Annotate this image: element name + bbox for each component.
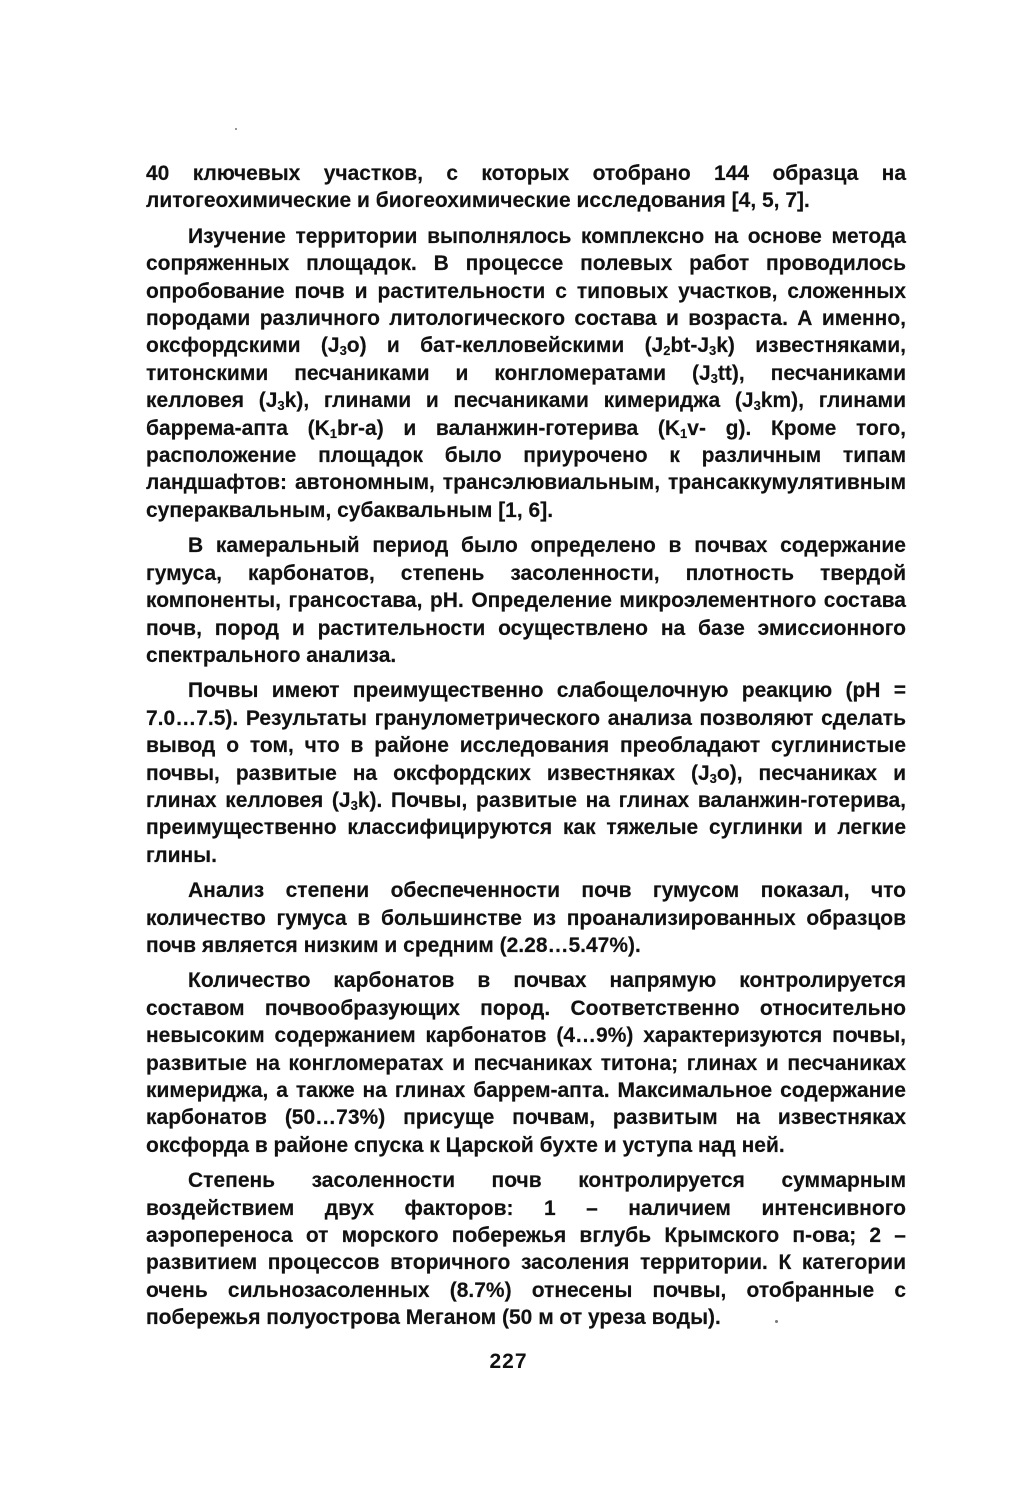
page-number: 227: [489, 1350, 528, 1373]
subscript: 2: [663, 343, 671, 359]
paragraph-intro-continuation: [146, 160, 906, 215]
text-run: br-a) и валанжин-готерива (K: [337, 416, 681, 440]
subscript: 3: [710, 370, 718, 386]
scan-speck: [775, 1320, 778, 1323]
paragraph-carbonates: [146, 967, 906, 1159]
text-run: o) и бат-келловейскими (J: [346, 334, 664, 358]
paragraph-soil-ph: [146, 677, 906, 869]
text-run: v- g). Кроме того, расположение площадок было приурочено к различным типам ландшафтов: автономным, трансэлювиальным, трансаккумулятивным супераквальным, субаквальным [1, 6].: [146, 416, 906, 522]
subscript: 3: [339, 343, 347, 359]
scan-speck: [235, 128, 237, 130]
subscript: 3: [350, 797, 358, 813]
paragraph-methods: [146, 223, 906, 524]
subscript: 3: [709, 770, 717, 786]
text-run: 40 ключевых участков, с которых отобрано 144 образца на литогеохимические и биогеохимические исследования [4, 5, 7].: [146, 162, 906, 213]
paragraph-salinity: [146, 1167, 906, 1331]
text-run: Почвы имеют преимущественно слабощелочную реакцию (pH = 7.0…7.5). Результаты гранулометрического анализа позволяют сделать вывод о том, что в районе исследования преобладают суглинистые почвы, развитые на оксфордских известняках (J: [146, 679, 906, 785]
text-run: k) известняками, титонскими песчаниками и конгломератами (J: [146, 334, 906, 385]
subscript: 3: [753, 398, 761, 414]
text-run: Изучение территории выполнялось комплексно на основе метода сопряженных площадок. В процессе полевых работ проводилось опробование почв и растительности с типовых участков, сложенных породами различного литологического состава и возраста. А именно, оксфордскими (J: [146, 224, 906, 358]
text-run: Анализ степени обеспеченности почв гумусом показал, что количество гумуса в большинстве из проанализированных образцов почв является низким и средним (2.28…5.47%).: [146, 879, 906, 957]
subscript: 1: [680, 425, 688, 441]
text-run: k), глинами и песчаниками кимериджа (J: [284, 389, 754, 413]
text-run: o), песчаниках и глинах келловея (J: [146, 761, 906, 812]
text-run: bt-J: [670, 334, 710, 358]
paragraph-humus: [146, 877, 906, 959]
text-run: В камеральный период было определено в почвах содержание гумуса, карбонатов, степень засоленности, плотность твердой компоненты, грансостава, pH. Определение микроэлементного состава почв, пород и растительности осуществлено на базе эмиссионного спектрального анализа.: [146, 534, 906, 667]
text-run: Степень засоленности почв контролируется суммарным воздействием двух факторов: 1 – наличием интенсивного аэропереноса от морского побережья вглубь Крымского п-ова; 2 – развитием процессов вторичного засоления территории. К категории очень сильнозасоленных (8.7%) отнесены почвы, отобранные с побережья полуострова Меганом (50 м от уреза воды).: [146, 1169, 906, 1330]
text-run: tt), песчаниками келловея (J: [146, 361, 906, 413]
subscript: 3: [277, 398, 285, 414]
subscript: 3: [709, 343, 717, 359]
text-run: km), глинами баррема-апта (K: [146, 389, 906, 440]
text-run: k). Почвы, развитые на глинах валанжин-готерива, преимущественно классифицируются как тяжелые суглинки и легкие глины.: [146, 788, 907, 867]
paragraph-lab-analysis: [146, 532, 906, 669]
subscript: 1: [329, 425, 338, 441]
text-run: Количество карбонатов в почвах напрямую контролируется составом почвообразующих пород. Соответственно относительно невысоким содержанием карбонатов (4…9%) характеризуются почвы, развитые на конгломератах и песчаниках титона; глинах и песчаниках кимериджа, а также на глинах баррем-апта. Максимальное содержание карбонатов (50…73%) присуще почвам, развитым на известняках оксфорда в районе спуска к Царской бухте и уступа над ней.: [146, 969, 906, 1157]
page-body: [146, 160, 906, 1340]
